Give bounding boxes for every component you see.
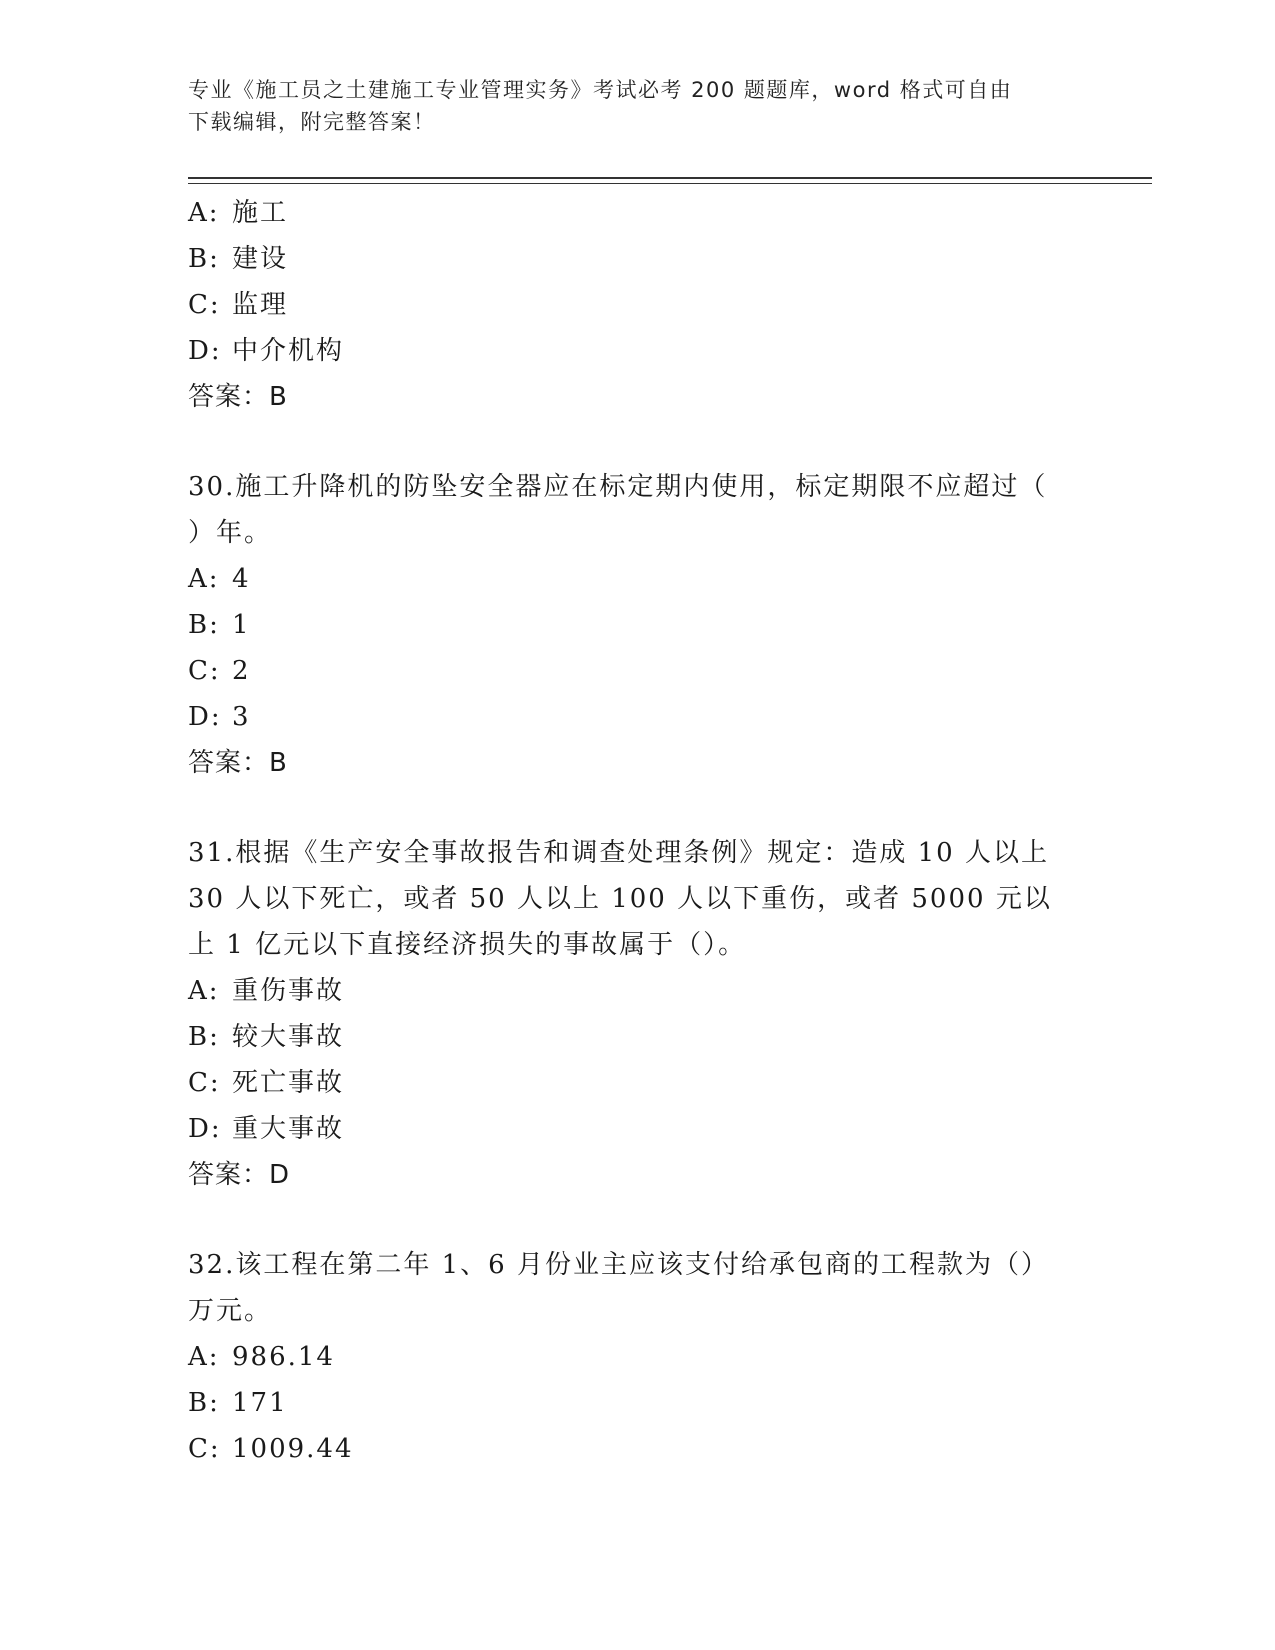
question-32: [188, 1242, 1068, 1472]
question-stem: 32.该工程在第二年 1、6 月份业主应该支付给承包商的工程款为（）万元。: [188, 1250, 1049, 1326]
option-c: C: 死亡事故: [188, 1068, 345, 1098]
option-b: B: 较大事故: [188, 1022, 345, 1052]
option-b: B: 171: [188, 1388, 288, 1418]
question-stem: 30.施工升降机的防坠安全器应在标定期内使用，标定期限不应超过（ ）年。: [188, 472, 1048, 548]
option-a: A: 986.14: [188, 1342, 335, 1372]
option-a: A: 重伤事故: [188, 976, 345, 1006]
option-c: C: 2: [188, 656, 251, 686]
answer-line: 答案：B: [188, 382, 288, 412]
option-c: C: 监理: [188, 290, 289, 320]
header-title-line-1: 专业《施工员之土建施工专业管理实务》考试必考 200 题题库，word 格式可自由: [188, 78, 1013, 102]
option-c: C: 1009.44: [188, 1434, 354, 1464]
header-rule-thin: [188, 183, 1152, 184]
question-29-continued: [188, 190, 1068, 420]
question-stem: 31.根据《生产安全事故报告和调查处理条例》规定：造成 10 人以上 30 人以下死亡，或者 50 人以上 100 人以下重伤，或者 5000 元以上 1 亿元以下直接经济损失的事故属于（）。: [188, 838, 1052, 960]
option-d: D: 中介机构: [188, 336, 345, 366]
option-b: B: 1: [188, 610, 251, 640]
option-b: B: 建设: [188, 244, 289, 274]
question-30: [188, 464, 1068, 786]
question-31: [188, 830, 1068, 1198]
option-d: D: 重大事故: [188, 1114, 345, 1144]
header-title-line-2: 下载编辑，附完整答案！: [188, 110, 436, 134]
option-a: A: 施工: [188, 198, 289, 228]
answer-line: 答案：D: [188, 1160, 291, 1190]
header-rule-thick: [188, 177, 1152, 179]
document-header: [188, 74, 1068, 138]
question-list: [188, 190, 1068, 1472]
option-d: D: 3: [188, 702, 251, 732]
answer-line: 答案：B: [188, 748, 288, 778]
option-a: A: 4: [188, 564, 251, 594]
